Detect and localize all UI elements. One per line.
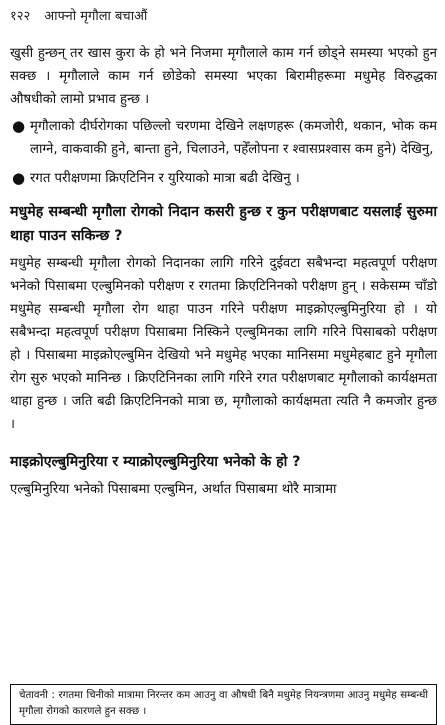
section-body-diagnosis: मधुमेह सम्बन्धी मृगौला रोगको निदानका लागि गरिने दुईवटा सबैभन्दा महत्वपूर्ण परीक्षण भनेको पिसाबमा एल्बुमिनको परीक्षण र रगतमा क्रिएटिनिनको परीक्षण हुन् । सकेसम्म चाँडो मधुमेह सम्बन्धी मृगौला रोग थाहा पाउन गरिने परीक्षण माइक्रोएल्बुमिनुरिया हो । यो सबैभन्दा महत्वपूर्ण परीक्षण पिसाबमा निस्किने एल्बुमिनका लागि गरिने पिसाबको परीक्षण हो । पिसाबमा माइक्रोएल्बुमिन देखियो भने मधुमेह भएका मानिसमा मधुमेहबाट हुने मृगौला रोग सुरु भएको मानिन्छ । क्रिएटिनिनका लागि गरिने रगत परीक्षणबाट मृगौलाको कार्यक्षमता थाहा हुन्छ । जति बढी क्रिएटिनिनको मात्रा छ, मृगौलाको कार्यक्षमता त्यति नै कमजोर हुन्छ । [10, 256, 437, 432]
symptom-list [10, 115, 437, 190]
bullet-icon: ● [12, 169, 26, 187]
bullet-icon: ● [12, 117, 26, 135]
warning-note-text: चेतावनी : रगतमा चिनीको मात्रामा निरन्तर कम आउनु वा औषधी बिनै मधुमेह नियन्त्रणमा आउनु मधुमेह सम्बन्धी मृगौला रोगको कारणले हुन सक्छ । [19, 690, 428, 717]
warning-note-box [10, 684, 437, 725]
section-heading-albuminuria: माइक्रोएल्बुमिनुरिया र म्याक्रोएल्बुमिनुरिया भनेको के हो ? [10, 454, 301, 470]
list-item [10, 167, 437, 190]
running-title: आफ्नो मृगौला बचाऔं [44, 9, 148, 24]
list-item-text: मृगौलाको दीर्घरोगका पछिल्लो चरणमा देखिने लक्षणहरू (कमजोरी, थकान, भोक कम लाग्ने, वाकवाकी हुने, बान्ता हुने, चिलाउने, पहेँलोपना र श्वासप्रश्वास कम हुने) देखिनु, [30, 119, 437, 157]
page-header [10, 0, 437, 24]
intro-paragraph: खुसी हुन्छन् तर खास कुरा के हो भने निजमा मृगौलाले काम गर्न छोड्ने समस्या भएको हुन सक्छ । मृगौलाले काम गर्न छोडेको समस्या भएका बिरामीहरूमा मधुमेह विरुद्धका औषधीको लामो प्रभाव हुन्छ । [10, 46, 437, 107]
page-number: १२२ [10, 9, 31, 24]
section-heading-diagnosis: मधुमेह सम्बन्धी मृगौला रोगको निदान कसरी हुन्छ र कुन परीक्षणबाट यसलाई सुरुमा थाहा पाउन सकिन्छ ? [10, 204, 437, 244]
section-body-albuminuria: एल्बुमिनुरिया भनेको पिसाबमा एल्बुमिन, अर्थात पिसाबमा थोरै मात्रामा [10, 482, 337, 497]
list-item [10, 115, 437, 161]
list-item-text: रगत परीक्षणमा क्रिएटिनिन र युरियाको मात्रा बढी देखिनु । [30, 171, 300, 186]
